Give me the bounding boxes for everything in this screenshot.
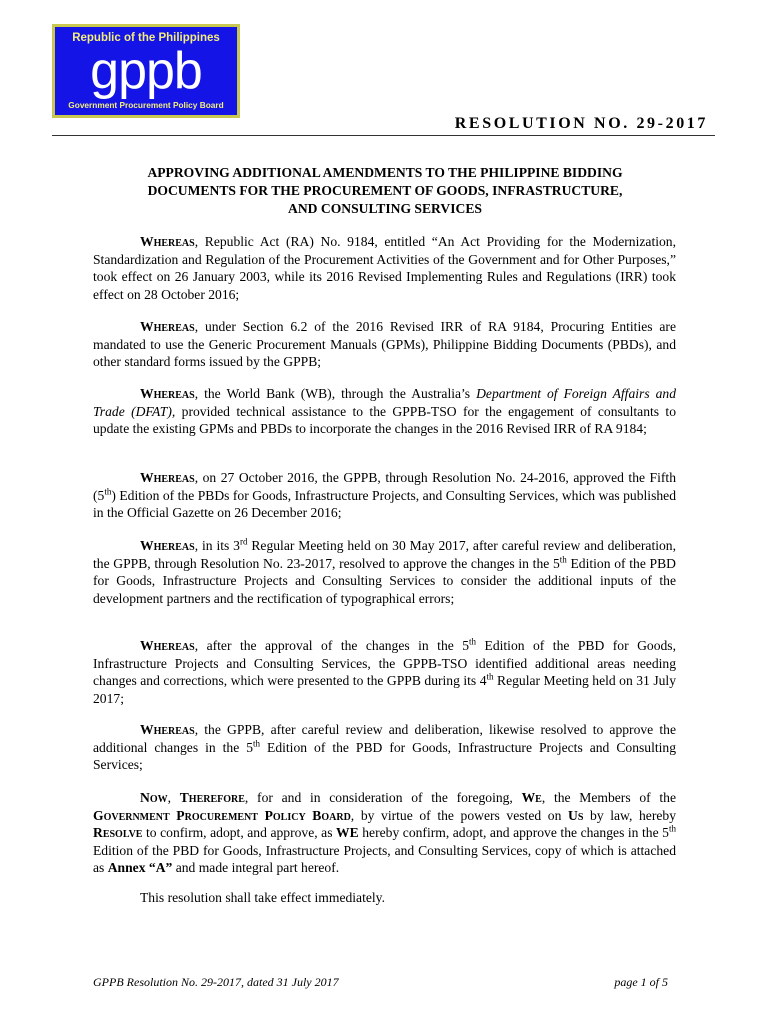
whereas-paragraph-4	[93, 469, 676, 522]
header-rule	[52, 135, 715, 136]
superscript: rd	[239, 536, 248, 547]
gppb-logo	[52, 24, 240, 118]
whereas-lead: Whereas	[140, 538, 195, 553]
board-name: Government Procurement Policy Board	[93, 807, 351, 823]
superscript: th	[486, 671, 494, 682]
whereas-paragraph-3	[93, 385, 676, 438]
now-keyword: Now	[140, 790, 168, 805]
superscript: th	[253, 738, 261, 749]
logo-top-text: Republic of the Philippines	[72, 32, 220, 44]
title-line-3: AND CONSULTING SERVICES	[288, 201, 482, 216]
paragraph-text: , the World Bank (WB), through the Australia’s	[194, 386, 477, 401]
paragraph-text: to confirm, adopt, and approve, as	[142, 825, 337, 841]
paragraph-text: , by virtue of the powers vested on	[350, 807, 569, 823]
paragraph-text: provided technical assistance to the GPPB-TSO for the engagement of consultants to update the existing GPMs and PBDs to incorporate the changes in the 2016 Revised IRR of RA 9184;	[93, 403, 676, 437]
paragraph-text: by law, hereby	[583, 807, 676, 823]
whereas-lead: Whereas	[140, 319, 195, 334]
paragraph-text: Regular Meeting held on 31 July 2017;	[93, 673, 676, 706]
whereas-lead: Whereas	[140, 638, 195, 653]
footer-page-number: page 1 of 5	[614, 975, 668, 989]
whereas-lead: Whereas	[140, 386, 195, 401]
resolution-paragraph: Now, Therefore, for and in consideration of the foregoing, We, the Members of the Government Procurement Policy Board, by virtue of the powers vested on Us by law, hereby Resolve to confirm, adopt, and approve, as WE hereby confirm, adopt, and approve the changes in the 5th Edition of the PBD for Goods, Infrastructure Projects, and Consulting Services, copy of which is attached as Annex “A” and made integral part hereof.	[93, 790, 676, 876]
we-bold: WE	[336, 825, 359, 841]
superscript: th	[104, 486, 112, 497]
whereas-paragraph-7	[93, 721, 676, 774]
whereas-lead: Whereas	[140, 722, 195, 737]
whereas-paragraph-2	[93, 318, 676, 371]
we-keyword: We	[521, 790, 542, 805]
dfat-italic: Department of Foreign Affairs and Trade (DFAT),	[93, 386, 676, 419]
paragraph-text: Edition of the PBD for Goods, Infrastructure Projects and Consulting Services, the GPPB-TSO identified additional areas needing changes and corrections, which were presented to the GPPB during its 4	[93, 638, 676, 689]
logo-mark: gppb	[90, 42, 202, 100]
document-title	[100, 164, 670, 218]
paragraph-text: hereby confirm, adopt, and approve the changes in the 5	[358, 825, 669, 841]
paragraph-text: , the Members of the	[541, 790, 676, 805]
title-line-2: DOCUMENTS FOR THE PROCUREMENT OF GOODS, INFRASTRUCTURE,	[147, 183, 623, 198]
paragraph-text: Edition of the PBD for Goods, Infrastructure Projects and Consulting Services to consider the additional inputs of the development partners and the rectification of typographical errors;	[93, 555, 676, 606]
therefore-keyword: Therefore	[179, 790, 245, 805]
paragraph-text: , in its 3	[194, 538, 240, 553]
superscript: th	[559, 554, 567, 565]
paragraph-text: , after the approval of the changes in the 5	[194, 638, 470, 653]
paragraph-text: , Republic Act (RA) No. 9184, entitled “An Act Providing for the Modernization, Standardization and Regulation of the Procurement Activities of the Government and for Other Purposes,” took effect on 26 January 2003, while its 2016 Revised Implementing Rules and Regulations (IRR) took effect on 28 October 2016;	[93, 234, 676, 302]
paragraph-text: Edition of the PBD for Goods, Infrastructure Projects, and Consulting Services, copy of which is attached as	[93, 842, 676, 876]
superscript: th	[469, 636, 477, 647]
paragraph-text: , the GPPB, after careful review and deliberation, likewise resolved to approve the additional changes in the 5	[93, 722, 676, 755]
title-line-1: APPROVING ADDITIONAL AMENDMENTS TO THE PHILIPPINE BIDDING	[147, 165, 623, 180]
resolution-number: RESOLUTION NO. 29-2017	[454, 115, 708, 132]
footer-resolution-ref: GPPB Resolution No. 29-2017, dated 31 July 2017	[93, 975, 339, 989]
paragraph-text: , for and in consideration of the foregoing,	[244, 790, 522, 805]
paragraph-text: , on 27 October 2016, the GPPB, through Resolution No. 24-2016, approved the Fifth (5	[93, 470, 676, 503]
paragraph-text: ) Edition of the PBDs for Goods, Infrastructure Projects, and Consulting Services, which was published in the Official Gazette on 26 December 2016;	[93, 487, 676, 521]
superscript: th	[668, 823, 676, 834]
logo-bottom-text: Government Procurement Policy Board	[68, 100, 224, 110]
paragraph-text: , under Section 6.2 of the 2016 Revised IRR of RA 9184, Procuring Entities are mandated to use the Generic Procurement Manuals (GPMs), Philippine Bidding Documents (PBDs), and other standard forms issued by the GPPB;	[93, 319, 676, 370]
whereas-paragraph-6	[93, 637, 676, 707]
whereas-paragraph-5	[93, 537, 676, 607]
whereas-lead: Whereas	[140, 234, 195, 249]
paragraph-text: This resolution shall take effect immediately.	[140, 890, 385, 905]
paragraph-text: and made integral part hereof.	[172, 860, 340, 876]
annex-reference: Annex “A”	[107, 860, 173, 876]
us-keyword: Us	[568, 807, 584, 823]
effectivity-paragraph	[93, 889, 676, 907]
whereas-paragraph-1	[93, 233, 676, 303]
resolve-keyword: Resolve	[93, 825, 143, 841]
paragraph-text: Edition of the PBD for Goods, Infrastructure Projects and Consulting Services;	[93, 739, 676, 773]
whereas-lead: Whereas	[140, 470, 195, 485]
paragraph-text: Regular Meeting held on 30 May 2017, after careful review and deliberation, the GPPB, through Resolution No. 23-2017, resolved to approve the changes in the 5	[93, 538, 676, 571]
